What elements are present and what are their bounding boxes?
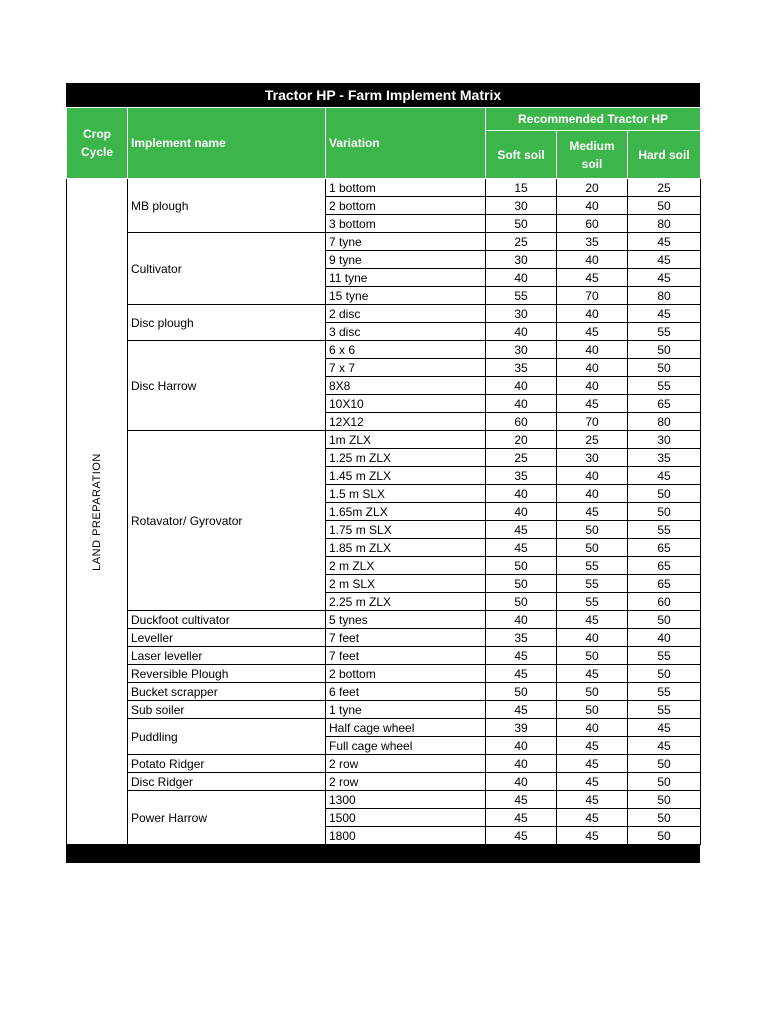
table-row	[67, 305, 701, 323]
matrix-body	[67, 179, 701, 845]
header-crop-cycle: Crop Cycle	[67, 108, 128, 179]
hard-soil-hp-cell: 45	[628, 737, 701, 755]
soft-soil-hp-cell: 45	[486, 791, 557, 809]
header-medium-soil: Medium soil	[557, 131, 628, 179]
implement-name-cell: Reversible Plough	[128, 665, 326, 683]
variation-cell: 3 disc	[326, 323, 486, 341]
medium-soil-hp-cell: 45	[557, 809, 628, 827]
variation-cell: 9 tyne	[326, 251, 486, 269]
hard-soil-hp-cell: 55	[628, 647, 701, 665]
header-implement-name: Implement name	[128, 108, 326, 179]
variation-cell: 2.25 m ZLX	[326, 593, 486, 611]
variation-cell: 11 tyne	[326, 269, 486, 287]
variation-cell: 6 x 6	[326, 341, 486, 359]
medium-soil-hp-cell: 50	[557, 701, 628, 719]
soft-soil-hp-cell: 40	[486, 773, 557, 791]
soft-soil-hp-cell: 25	[486, 233, 557, 251]
hard-soil-hp-cell: 60	[628, 593, 701, 611]
soft-soil-hp-cell: 30	[486, 305, 557, 323]
soft-soil-hp-cell: 45	[486, 539, 557, 557]
soft-soil-hp-cell: 39	[486, 719, 557, 737]
medium-soil-hp-cell: 45	[557, 269, 628, 287]
hard-soil-hp-cell: 45	[628, 467, 701, 485]
medium-soil-hp-cell: 50	[557, 539, 628, 557]
medium-soil-hp-cell: 55	[557, 557, 628, 575]
soft-soil-hp-cell: 50	[486, 557, 557, 575]
variation-cell: 1300	[326, 791, 486, 809]
implement-matrix-sheet	[66, 83, 700, 863]
hard-soil-hp-cell: 65	[628, 395, 701, 413]
medium-soil-hp-cell: 40	[557, 719, 628, 737]
variation-cell: 2 row	[326, 773, 486, 791]
medium-soil-hp-cell: 40	[557, 251, 628, 269]
hard-soil-hp-cell: 50	[628, 197, 701, 215]
medium-soil-hp-cell: 70	[557, 413, 628, 431]
variation-cell: 1.85 m ZLX	[326, 539, 486, 557]
medium-soil-hp-cell: 45	[557, 737, 628, 755]
soft-soil-hp-cell: 45	[486, 521, 557, 539]
medium-soil-hp-cell: 40	[557, 305, 628, 323]
variation-cell: 1.65m ZLX	[326, 503, 486, 521]
header-recommended-hp: Recommended Tractor HP	[486, 108, 701, 131]
implement-name-cell: Sub soiler	[128, 701, 326, 719]
variation-cell: 7 feet	[326, 647, 486, 665]
implement-name-cell: Potato Ridger	[128, 755, 326, 773]
implement-name-cell: Duckfoot cultivator	[128, 611, 326, 629]
table-row	[67, 233, 701, 251]
medium-soil-hp-cell: 45	[557, 665, 628, 683]
soft-soil-hp-cell: 40	[486, 323, 557, 341]
soft-soil-hp-cell: 20	[486, 431, 557, 449]
matrix-title: Tractor HP - Farm Implement Matrix	[66, 83, 700, 107]
variation-cell: 8X8	[326, 377, 486, 395]
soft-soil-hp-cell: 15	[486, 179, 557, 197]
hard-soil-hp-cell: 50	[628, 359, 701, 377]
medium-soil-hp-cell: 40	[557, 197, 628, 215]
implement-name-cell: Disc Harrow	[128, 341, 326, 431]
soft-soil-hp-cell: 45	[486, 647, 557, 665]
hard-soil-hp-cell: 45	[628, 269, 701, 287]
medium-soil-hp-cell: 40	[557, 485, 628, 503]
implement-name-cell: Bucket scrapper	[128, 683, 326, 701]
variation-cell: 2 bottom	[326, 665, 486, 683]
medium-soil-hp-cell: 35	[557, 233, 628, 251]
table-row	[67, 665, 701, 683]
hard-soil-hp-cell: 50	[628, 665, 701, 683]
soft-soil-hp-cell: 35	[486, 359, 557, 377]
hard-soil-hp-cell: 55	[628, 683, 701, 701]
variation-cell: 7 x 7	[326, 359, 486, 377]
table-row	[67, 341, 701, 359]
header-soft-soil: Soft soil	[486, 131, 557, 179]
medium-soil-hp-cell: 30	[557, 449, 628, 467]
table-row	[67, 431, 701, 449]
variation-cell: 1m ZLX	[326, 431, 486, 449]
soft-soil-hp-cell: 45	[486, 701, 557, 719]
hard-soil-hp-cell: 55	[628, 521, 701, 539]
soft-soil-hp-cell: 30	[486, 341, 557, 359]
medium-soil-hp-cell: 40	[557, 341, 628, 359]
hard-soil-hp-cell: 80	[628, 413, 701, 431]
variation-cell: 2 bottom	[326, 197, 486, 215]
medium-soil-hp-cell: 50	[557, 521, 628, 539]
hard-soil-hp-cell: 50	[628, 611, 701, 629]
implement-table	[66, 107, 701, 845]
soft-soil-hp-cell: 40	[486, 611, 557, 629]
hard-soil-hp-cell: 55	[628, 377, 701, 395]
soft-soil-hp-cell: 50	[486, 215, 557, 233]
table-row	[67, 791, 701, 809]
implement-name-cell: Laser leveller	[128, 647, 326, 665]
implement-name-cell: Cultivator	[128, 233, 326, 305]
implement-name-cell: Leveller	[128, 629, 326, 647]
soft-soil-hp-cell: 60	[486, 413, 557, 431]
hard-soil-hp-cell: 25	[628, 179, 701, 197]
variation-cell: 1 tyne	[326, 701, 486, 719]
hard-soil-hp-cell: 30	[628, 431, 701, 449]
medium-soil-hp-cell: 55	[557, 593, 628, 611]
variation-cell: 1.75 m SLX	[326, 521, 486, 539]
medium-soil-hp-cell: 45	[557, 791, 628, 809]
variation-cell: 1800	[326, 827, 486, 845]
medium-soil-hp-cell: 45	[557, 395, 628, 413]
soft-soil-hp-cell: 35	[486, 629, 557, 647]
medium-soil-hp-cell: 40	[557, 359, 628, 377]
table-row	[67, 683, 701, 701]
variation-cell: 1.5 m SLX	[326, 485, 486, 503]
medium-soil-hp-cell: 25	[557, 431, 628, 449]
medium-soil-hp-cell: 45	[557, 503, 628, 521]
variation-cell: 2 disc	[326, 305, 486, 323]
implement-name-cell: MB plough	[128, 179, 326, 233]
soft-soil-hp-cell: 45	[486, 665, 557, 683]
variation-cell: 3 bottom	[326, 215, 486, 233]
variation-cell: Half cage wheel	[326, 719, 486, 737]
implement-name-cell: Puddling	[128, 719, 326, 755]
hard-soil-hp-cell: 50	[628, 827, 701, 845]
soft-soil-hp-cell: 40	[486, 503, 557, 521]
soft-soil-hp-cell: 40	[486, 269, 557, 287]
hard-soil-hp-cell: 50	[628, 503, 701, 521]
medium-soil-hp-cell: 60	[557, 215, 628, 233]
hard-soil-hp-cell: 65	[628, 539, 701, 557]
medium-soil-hp-cell: 45	[557, 827, 628, 845]
table-row	[67, 773, 701, 791]
soft-soil-hp-cell: 30	[486, 197, 557, 215]
hard-soil-hp-cell: 45	[628, 251, 701, 269]
hard-soil-hp-cell: 35	[628, 449, 701, 467]
variation-cell: 2 row	[326, 755, 486, 773]
soft-soil-hp-cell: 50	[486, 575, 557, 593]
medium-soil-hp-cell: 50	[557, 683, 628, 701]
soft-soil-hp-cell: 50	[486, 593, 557, 611]
soft-soil-hp-cell: 40	[486, 377, 557, 395]
variation-cell: 10X10	[326, 395, 486, 413]
medium-soil-hp-cell: 55	[557, 575, 628, 593]
variation-cell: 2 m SLX	[326, 575, 486, 593]
variation-cell: 1.45 m ZLX	[326, 467, 486, 485]
table-row	[67, 719, 701, 737]
variation-cell: 1500	[326, 809, 486, 827]
hard-soil-hp-cell: 55	[628, 701, 701, 719]
hard-soil-hp-cell: 80	[628, 215, 701, 233]
hard-soil-hp-cell: 45	[628, 719, 701, 737]
implement-name-cell: Disc Ridger	[128, 773, 326, 791]
soft-soil-hp-cell: 55	[486, 287, 557, 305]
medium-soil-hp-cell: 45	[557, 773, 628, 791]
medium-soil-hp-cell: 40	[557, 629, 628, 647]
implement-name-cell: Rotavator/ Gyrovator	[128, 431, 326, 611]
variation-cell: 6 feet	[326, 683, 486, 701]
variation-cell: Full cage wheel	[326, 737, 486, 755]
footer-bar	[66, 845, 700, 863]
medium-soil-hp-cell: 40	[557, 467, 628, 485]
soft-soil-hp-cell: 40	[486, 395, 557, 413]
soft-soil-hp-cell: 40	[486, 755, 557, 773]
crop-cycle-label: LAND PREPARATION	[91, 452, 103, 571]
medium-soil-hp-cell: 20	[557, 179, 628, 197]
soft-soil-hp-cell: 25	[486, 449, 557, 467]
table-row	[67, 179, 701, 197]
hard-soil-hp-cell: 50	[628, 755, 701, 773]
soft-soil-hp-cell: 40	[486, 485, 557, 503]
soft-soil-hp-cell: 45	[486, 809, 557, 827]
medium-soil-hp-cell: 45	[557, 323, 628, 341]
soft-soil-hp-cell: 30	[486, 251, 557, 269]
implement-name-cell: Disc plough	[128, 305, 326, 341]
table-row	[67, 755, 701, 773]
variation-cell: 7 feet	[326, 629, 486, 647]
hard-soil-hp-cell: 40	[628, 629, 701, 647]
variation-cell: 1.25 m ZLX	[326, 449, 486, 467]
soft-soil-hp-cell: 35	[486, 467, 557, 485]
hard-soil-hp-cell: 50	[628, 809, 701, 827]
hard-soil-hp-cell: 50	[628, 773, 701, 791]
variation-cell: 5 tynes	[326, 611, 486, 629]
soft-soil-hp-cell: 40	[486, 737, 557, 755]
medium-soil-hp-cell: 40	[557, 377, 628, 395]
hard-soil-hp-cell: 45	[628, 305, 701, 323]
header-hard-soil: Hard soil	[628, 131, 701, 179]
table-row	[67, 701, 701, 719]
hard-soil-hp-cell: 50	[628, 485, 701, 503]
variation-cell: 15 tyne	[326, 287, 486, 305]
hard-soil-hp-cell: 80	[628, 287, 701, 305]
hard-soil-hp-cell: 50	[628, 341, 701, 359]
hard-soil-hp-cell: 55	[628, 323, 701, 341]
hard-soil-hp-cell: 65	[628, 557, 701, 575]
medium-soil-hp-cell: 50	[557, 647, 628, 665]
medium-soil-hp-cell: 70	[557, 287, 628, 305]
table-row	[67, 647, 701, 665]
hard-soil-hp-cell: 50	[628, 791, 701, 809]
variation-cell: 2 m ZLX	[326, 557, 486, 575]
table-row	[67, 629, 701, 647]
variation-cell: 7 tyne	[326, 233, 486, 251]
header-variation: Variation	[326, 108, 486, 179]
variation-cell: 12X12	[326, 413, 486, 431]
soft-soil-hp-cell: 50	[486, 683, 557, 701]
medium-soil-hp-cell: 45	[557, 755, 628, 773]
implement-name-cell: Power Harrow	[128, 791, 326, 845]
medium-soil-hp-cell: 45	[557, 611, 628, 629]
variation-cell: 1 bottom	[326, 179, 486, 197]
hard-soil-hp-cell: 65	[628, 575, 701, 593]
hard-soil-hp-cell: 45	[628, 233, 701, 251]
table-row	[67, 611, 701, 629]
soft-soil-hp-cell: 45	[486, 827, 557, 845]
crop-cycle-cell	[67, 179, 128, 845]
